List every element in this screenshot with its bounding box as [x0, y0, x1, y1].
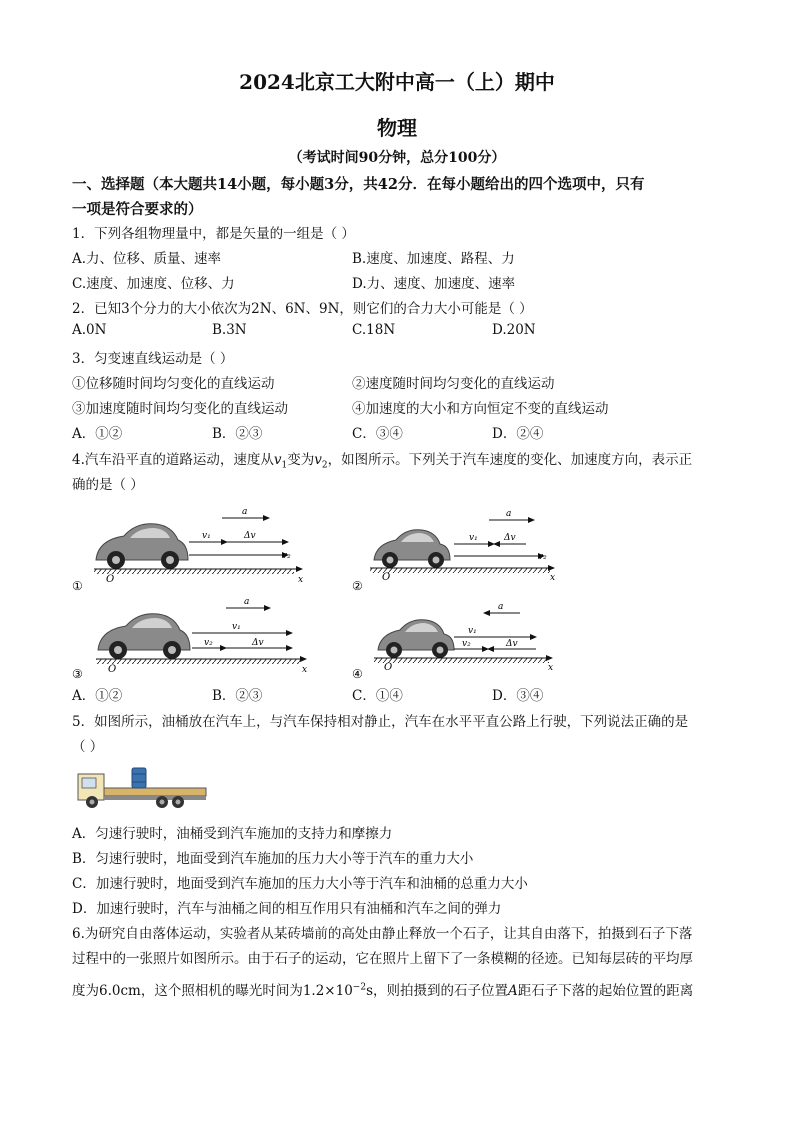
q1-option-a: A.力、位移、质量、速率 — [72, 251, 222, 267]
q2-stem: 2．已知3个分力的大小依次为2N、6N、9N，则它们的合力大小可能是（ ） — [72, 301, 533, 317]
v2-label: v₂ — [538, 552, 547, 562]
delta-v-label: Δv — [252, 638, 264, 648]
q4-stem-part-a: 4.汽车沿平直的道路运动，速度从 — [72, 452, 274, 468]
q1-option-c: C.速度、加速度、位移、力 — [72, 276, 235, 292]
q6-line3-part-b: s，则拍摄到的石子位置 — [366, 983, 509, 999]
delta-v-label: Δv — [244, 531, 256, 541]
q4-option-c: C．①④ — [352, 688, 403, 704]
exam-info: （考试时间90分钟，总分100分） — [288, 150, 506, 166]
acceleration-label: a — [242, 507, 248, 517]
q4-panel-3 — [72, 597, 307, 681]
q2-option-c: C.18N — [352, 322, 396, 338]
x-axis-label: x — [548, 663, 554, 673]
q5-stem: 5．如图所示，油桶放在汽车上，与汽车保持相对静止，汽车在水平平直公路上行驶，下列说法正确的是 — [72, 714, 689, 730]
x-axis-label: x — [302, 665, 308, 675]
q1-option-d: D.力、速度、加速度、速率 — [352, 276, 516, 292]
q6-point-a-label: A — [508, 983, 518, 999]
q3-option-b: B．②③ — [212, 426, 263, 442]
q4-option-d: D．③④ — [492, 688, 544, 704]
q6-exponent: −2 — [352, 982, 367, 993]
panel-number-3: ③ — [72, 667, 83, 681]
q3-stem: 3．匀变速直线运动是（ ） — [72, 351, 234, 367]
v1-label: v₁ — [202, 531, 211, 541]
origin-label: O — [106, 574, 115, 585]
q4-v2-symbol: v — [314, 452, 322, 468]
panel-number-4: ④ — [352, 667, 363, 681]
q6-line1: 6.为研究自由落体运动，实验者从某砖墙前的高处由静止释放一个石子，让其自由落下，拍摄到石子下落 — [72, 926, 693, 942]
x-axis-label: x — [298, 575, 304, 585]
q6-line3 — [72, 979, 693, 999]
v1-label: v₁ — [469, 533, 478, 543]
q2-option-b: B.3N — [212, 322, 247, 338]
q3-option-a: A．①② — [72, 426, 123, 442]
q6-line3-part-a: 度为6.0cm，这个照相机的曝光时间为1.2×10 — [72, 983, 353, 999]
v1-label: v₁ — [232, 622, 241, 632]
x-axis-label: x — [550, 573, 556, 583]
section-heading-line1: 一、选择题（本大题共14小题，每小题3分，共42分．在每小题给出的四个选项中，只有 — [72, 176, 645, 193]
delta-v-label: Δv — [506, 639, 518, 649]
q2-option-d: D.20N — [492, 322, 536, 338]
car-icon — [378, 620, 454, 658]
origin-label: O — [384, 662, 393, 673]
q1-stem: 1．下列各组物理量中，都是矢量的一组是（ ） — [72, 226, 355, 242]
q4-v1-symbol: v — [273, 452, 282, 468]
truck-figure — [74, 762, 210, 812]
q2-option-a: A.0N — [72, 322, 107, 338]
q3-option-d: D．②④ — [492, 426, 544, 442]
q3-statement-3: ③加速度随时间均匀变化的直线运动 — [72, 401, 288, 417]
q1-option-b: B.速度、加速度、路程、力 — [352, 251, 515, 267]
q4-stem-part-b: 变为 — [287, 452, 315, 468]
q4-option-a: A．①② — [72, 688, 123, 704]
q6-line2: 过程中的一张照片如图所示。由于石子的运动，它在照片上留下了一条模糊的径迹。已知每层砖的平均厚 — [72, 951, 693, 967]
panel-number-2: ② — [352, 579, 363, 593]
q3-option-c: C．③④ — [352, 426, 403, 442]
q4-option-b: B．②③ — [212, 688, 263, 704]
q5-option-d: D．加速行驶时，汽车与油桶之间的相互作用只有油桶和汽车之间的弹力 — [72, 901, 502, 917]
v2-label: v₂ — [462, 639, 471, 649]
q4-stem-part-c: ，如图所示。下列关于汽车速度的变化、加速度方向，表示正 — [327, 452, 693, 468]
v2-label: v₂ — [282, 551, 291, 561]
car-icon — [98, 614, 190, 659]
q4-panel-1 — [72, 507, 303, 593]
q4-panel-2 — [352, 509, 555, 593]
q4-v1-subscript: 1 — [281, 460, 288, 471]
acceleration-label: a — [498, 602, 504, 612]
q3-statement-1: ①位移随时间均匀变化的直线运动 — [72, 376, 275, 392]
q3-statement-4: ④加速度的大小和方向恒定不变的直线运动 — [352, 401, 609, 417]
car-icon — [96, 524, 188, 569]
q3-statement-2: ②速度随时间均匀变化的直线运动 — [352, 376, 555, 392]
oil-barrel-icon — [132, 768, 146, 788]
subject-title: 物理 — [377, 116, 417, 140]
acceleration-label: a — [506, 509, 512, 519]
panel-number-1: ① — [72, 579, 83, 593]
q4-stem — [72, 448, 692, 471]
acceleration-label: a — [244, 597, 250, 607]
q4-panel-4 — [352, 602, 553, 681]
q4-v2-subscript: 2 — [321, 460, 328, 471]
q5-option-c: C．加速行驶时，地面受到汽车施加的压力大小等于汽车和油桶的总重力大小 — [72, 876, 528, 892]
delta-v-label: Δv — [504, 533, 516, 543]
v2-label: v₂ — [204, 638, 213, 648]
v1-label: v₁ — [468, 626, 477, 636]
q5-stem-paren: （ ） — [72, 739, 104, 755]
origin-label: O — [382, 572, 391, 583]
q5-option-a: A．匀速行驶时，油桶受到汽车施加的支持力和摩擦力 — [72, 826, 393, 842]
q5-option-b: B．匀速行驶时，地面受到汽车施加的压力大小等于汽车的重力大小 — [72, 851, 474, 867]
origin-label: O — [108, 664, 117, 675]
q4-figure — [64, 500, 564, 690]
q4-stem-line2: 确的是（ ） — [72, 477, 144, 493]
q6-line3-part-c: 距石子下落的起始位置的距离 — [517, 983, 694, 999]
page-title: 2024北京工大附中高一（上）期中 — [239, 70, 555, 94]
section-heading-line2: 一项是符合要求的） — [72, 201, 203, 218]
car-icon — [374, 530, 450, 568]
